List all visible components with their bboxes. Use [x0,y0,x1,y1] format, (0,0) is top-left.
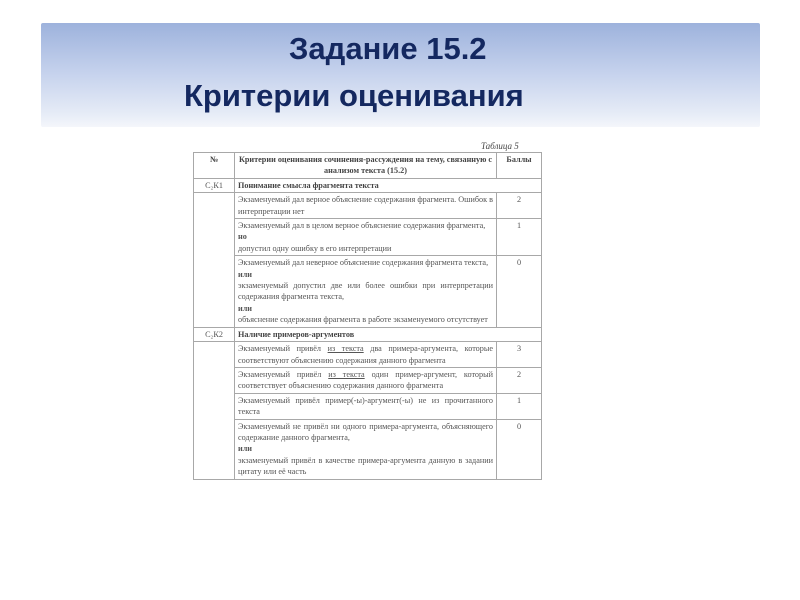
code-spacer [194,193,235,327]
table-row [194,219,542,256]
table-row [194,419,542,479]
criterion-line: экзаменуемый допустил две или более ошибки при интерпретации содержания фрагмента текста, [238,281,493,302]
header-criteria: Критерии оценивания сочинения-рассуждения на тему, связанную с анализом текста (15.2) [235,153,497,179]
criterion-line: Экзаменуемый дал неверное объяснение содержания фрагмента текста, [238,258,489,268]
points-value: 1 [497,393,542,419]
criterion-text [235,393,497,419]
criterion-line: Экзаменуемый дал верное объяснение содержания фрагмента. Ошибок в интерпретации нет [238,195,493,216]
header-points: Баллы [497,153,542,179]
criterion-line: Экзаменуемый привёл пример(-ы)-аргумент(-ы) не из прочитанного текста [238,395,493,417]
criterion-text [235,342,497,368]
criterion-line: Экзаменуемый привёл [238,369,329,379]
table-caption: Таблица 5 [481,141,519,151]
criterion-line: Экзаменуемый не привёл ни одного примера-аргумента, объясняющего содержание данного фрагмента, [238,421,493,442]
criteria-table [193,152,542,480]
table-row [194,342,542,368]
table-row [194,256,542,327]
section-code: С₂К2 [194,327,235,341]
criterion-text [235,193,497,219]
points-value: 2 [497,193,542,219]
table-row [194,193,542,219]
criterion-line: экзаменуемый привёл в качестве примера-аргумента данную в задании цитату или её часть [238,455,493,477]
points-value: 2 [497,367,542,393]
criterion-line: объяснение содержания фрагмента в работе экзаменуемого отсутствует [238,315,488,325]
section-name: Понимание смысла фрагмента текста [235,178,542,192]
conjunction: или [238,269,253,279]
section-row [194,178,542,192]
underlined-phrase: из текста [327,344,364,354]
slide-subtitle: Критерии оценивания [184,78,524,113]
points-value: 3 [497,342,542,368]
table-row [194,393,542,419]
conjunction: или [238,444,253,454]
criterion-text [235,419,497,479]
criterion-text [235,367,497,393]
criterion-line: два примера-аргумента, которые соответствуют объяснению содержания данного фрагмента [238,344,493,365]
slide-title: Задание 15.2 [289,31,487,66]
criterion-line: Экзаменуемый дал в целом верное объяснение содержания фрагмента, [238,221,486,231]
conjunction: или [238,303,253,313]
points-value: 1 [497,219,542,256]
points-value: 0 [497,419,542,479]
section-row [194,327,542,341]
underlined-phrase: из текста [328,369,365,379]
criterion-line: один пример-аргумент, который соответствует объяснению содержания данного фрагмента [238,369,493,391]
section-name: Наличие примеров-аргументов [235,327,542,341]
code-spacer [194,342,235,479]
criterion-line: допустил одну ошибку в его интерпретации [238,243,392,253]
points-value: 0 [497,256,542,327]
criterion-text [235,219,497,256]
conjunction: но [238,232,247,242]
table-row [194,367,542,393]
criterion-text [235,256,497,327]
section-code: С₂К1 [194,178,235,192]
criterion-line: Экзаменуемый привёл [238,344,328,354]
table-header-row [194,153,542,179]
header-number: № [194,153,235,179]
